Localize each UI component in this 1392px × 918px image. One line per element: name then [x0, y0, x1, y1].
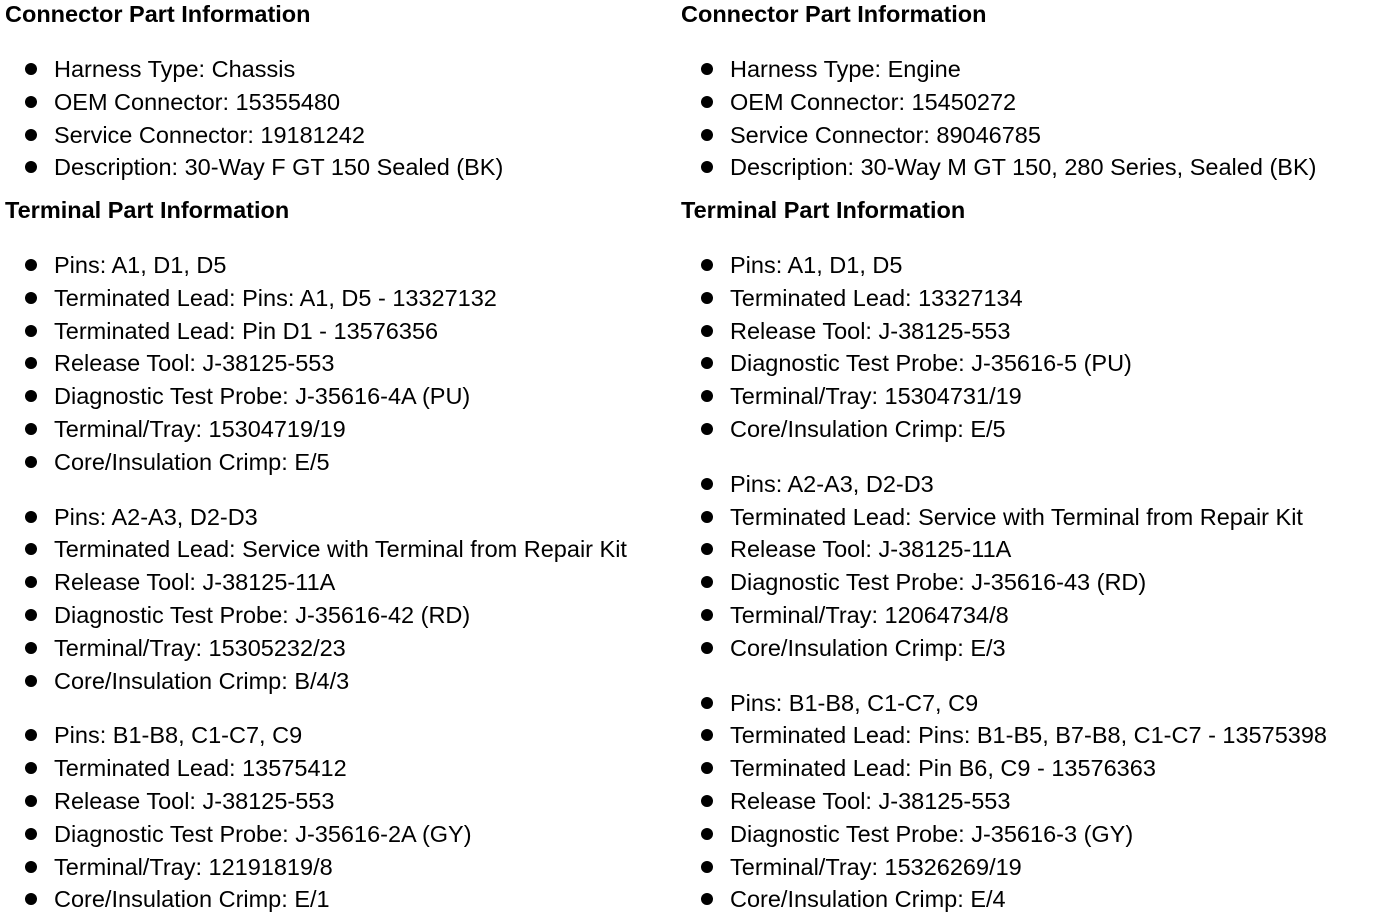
bullet-icon	[701, 129, 713, 141]
list-item-text: Harness Type: Chassis	[54, 56, 296, 82]
bullet-icon	[25, 259, 37, 271]
list-item-text: Core/Insulation Crimp: E/1	[54, 886, 330, 913]
list-item-text: Pins: A1, D1, D5	[730, 252, 903, 278]
list-item-text: Core/Insulation Crimp: B/4/3	[54, 667, 350, 694]
bullet-icon	[25, 96, 37, 108]
list-item-text: Core/Insulation Crimp: E/3	[730, 634, 1006, 661]
bullet-icon	[25, 893, 37, 905]
list-item-text: Description: 30-Way F GT 150 Sealed (BK)	[54, 154, 504, 181]
list-item-text: Terminated Lead: 13575412	[54, 755, 347, 782]
bullet-icon	[25, 576, 37, 588]
bullet-icon	[701, 325, 713, 337]
bullet-icon	[25, 729, 37, 741]
bullet-icon	[701, 511, 713, 523]
list-item-text: Terminated Lead: Pins: A1, D5 - 13327132	[54, 284, 497, 311]
list-item-text: Core/Insulation Crimp: E/5	[730, 416, 1006, 442]
list-item-text: Core/Insulation Crimp: E/4	[730, 886, 1006, 913]
list-item-text: Terminal/Tray: 12191819/8	[54, 853, 333, 880]
bullet-icon	[701, 63, 713, 75]
bullet-icon	[25, 161, 37, 173]
bullet-icon	[25, 292, 37, 304]
bullet-icon	[701, 96, 713, 108]
list-item-text: Pins: B1-B8, C1-C7, C9	[54, 722, 303, 749]
bullet-icon	[25, 357, 37, 369]
bullet-icon	[25, 861, 37, 873]
list-item-text: Service Connector: 19181242	[54, 121, 365, 148]
list-item-text: Diagnostic Test Probe: J-35616-3 (GY)	[730, 820, 1134, 847]
list-item-text: Terminal/Tray: 15304719/19	[54, 416, 346, 442]
list-item-text: Pins: A1, D1, D5	[54, 252, 227, 278]
list-item-text: Release Tool: J-38125-11A	[730, 536, 1012, 563]
list-item-text: Terminated Lead: Service with Terminal from Repair Kit	[730, 503, 1303, 530]
bullet-icon	[701, 828, 713, 840]
bullet-icon	[25, 675, 37, 687]
bullet-icon	[701, 259, 713, 271]
list-item-text: Release Tool: J-38125-11A	[54, 569, 336, 596]
list-item-text: OEM Connector: 15355480	[54, 88, 341, 115]
list-item-text: Release Tool: J-38125-553	[54, 788, 335, 814]
list-item-text: Terminal/Tray: 12064734/8	[730, 602, 1009, 628]
list-item-text: Release Tool: J-38125-553	[730, 317, 1011, 344]
bullet-icon	[25, 795, 37, 807]
list-item-text: Diagnostic Test Probe: J-35616-4A (PU)	[54, 383, 471, 410]
bullet-icon	[701, 423, 713, 435]
list-item-text: Pins: A2-A3, D2-D3	[54, 503, 258, 530]
bullet-icon	[25, 129, 37, 141]
list-item-text: Terminated Lead: Pins: B1-B5, B7-B8, C1-C7 - 13575398	[730, 722, 1327, 749]
list-item-text: Terminated Lead: Service with Terminal from Repair Kit	[54, 536, 627, 563]
bullet-icon	[25, 762, 37, 774]
terminal-part-info-heading: Terminal Part Information	[681, 197, 966, 223]
list-item-text: Terminal/Tray: 15305232/23	[54, 634, 346, 661]
bullet-icon	[25, 390, 37, 402]
terminal-part-info-heading: Terminal Part Information	[5, 197, 290, 223]
list-item-text: Service Connector: 89046785	[730, 121, 1041, 148]
bullet-icon	[25, 456, 37, 468]
list-item-text: Core/Insulation Crimp: E/5	[54, 448, 330, 475]
bullet-icon	[25, 609, 37, 621]
bullet-icon	[701, 478, 713, 490]
list-item-text: Pins: B1-B8, C1-C7, C9	[730, 689, 979, 716]
bullet-icon	[701, 390, 713, 402]
bullet-icon	[701, 576, 713, 588]
bullet-icon	[701, 642, 713, 654]
list-item-text: Diagnostic Test Probe: J-35616-42 (RD)	[54, 602, 471, 628]
bullet-icon	[701, 861, 713, 873]
list-item-text: Terminated Lead: Pin B6, C9 - 13576363	[730, 755, 1156, 782]
bullet-icon	[25, 828, 37, 840]
bullet-icon	[25, 63, 37, 75]
list-item-text: Terminated Lead: Pin D1 - 13576356	[54, 317, 439, 344]
bullet-icon	[701, 543, 713, 555]
bullet-icon	[701, 357, 713, 369]
bullet-icon	[701, 609, 713, 621]
bullet-icon	[701, 762, 713, 774]
list-item-text: Diagnostic Test Probe: J-35616-5 (PU)	[730, 350, 1132, 377]
list-item-text: Terminal/Tray: 15304731/19	[730, 383, 1022, 410]
connector-part-info-heading: Connector Part Information	[681, 1, 987, 27]
bullet-icon	[701, 697, 713, 709]
bullet-icon	[25, 423, 37, 435]
list-item-text: Harness Type: Engine	[730, 56, 961, 82]
bullet-icon	[25, 543, 37, 555]
list-item-text: Pins: A2-A3, D2-D3	[730, 470, 934, 497]
bullet-icon	[701, 893, 713, 905]
bullet-icon	[25, 642, 37, 654]
bullet-icon	[701, 161, 713, 173]
bullet-icon	[25, 511, 37, 523]
list-item-text: Description: 30-Way M GT 150, 280 Series, Sealed (BK)	[730, 154, 1317, 181]
bullet-icon	[701, 729, 713, 741]
list-item-text: Release Tool: J-38125-553	[54, 350, 335, 377]
bullet-icon	[25, 325, 37, 337]
list-item-text: OEM Connector: 15450272	[730, 88, 1017, 115]
list-item-text: Diagnostic Test Probe: J-35616-2A (GY)	[54, 820, 472, 847]
bullet-icon	[701, 795, 713, 807]
list-item-text: Terminal/Tray: 15326269/19	[730, 853, 1022, 880]
bullet-icon	[701, 292, 713, 304]
list-item-text: Release Tool: J-38125-553	[730, 788, 1011, 814]
list-item-text: Terminated Lead: 13327134	[730, 284, 1023, 311]
list-item-text: Diagnostic Test Probe: J-35616-43 (RD)	[730, 569, 1147, 596]
connector-part-info-heading: Connector Part Information	[5, 1, 311, 27]
